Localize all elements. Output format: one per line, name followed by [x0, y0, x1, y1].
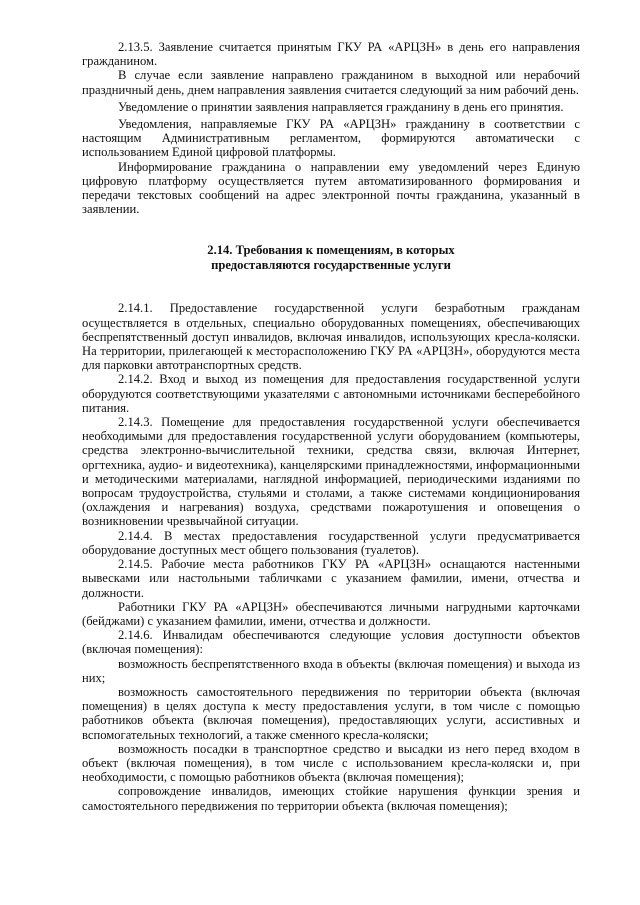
paragraph-informing-email: Информирование гражданина о направлении ему уведомлений через Единую цифровую платформу осуществляется путем автоматизированного формирования и передачи текстовых сообщений на адрес электронной почты гражданина, указанный в заявлении. [82, 159, 580, 217]
document-page [82, 40, 580, 813]
paragraph-2-14-6: 2.14.6. Инвалидам обеспечиваются следующие условия доступности объектов (включая помещения): [82, 628, 580, 657]
paragraph-2-14-2: 2.14.2. Вход и выход из помещения для предоставления государственной услуги оборудуются соответствующими указателями с автономными источниками бесперебойного питания. [82, 372, 580, 415]
paragraph-notifications-platform: Уведомления, направляемые ГКУ РА «АРЦЗН» гражданину в соответствии с настоящим Административным регламентом, формируются автоматически с использованием Единой цифровой платформы. [82, 117, 580, 160]
paragraph-2-13-5: 2.13.5. Заявление считается принятым ГКУ РА «АРЦЗН» в день его направления гражданином. [82, 40, 580, 69]
list-item-accompaniment: сопровождение инвалидов, имеющих стойкие нарушения функции зрения и самостоятельного передвижения по территории объекта (включая помещения); [82, 784, 580, 813]
list-item-entry-exit: возможность беспрепятственного входа в объекты (включая помещения) и выхода из них; [82, 656, 580, 685]
paragraph-badges: Работники ГКУ РА «АРЦЗН» обеспечиваются личными нагрудными карточками (бейджами) с указанием фамилии, имени, отчества и должности. [82, 599, 580, 628]
paragraph-weekend-rule: В случае если заявление направлено гражданином в выходной или нерабочий праздничный день, днем направления заявления считается следующий за ним рабочий день. [82, 68, 580, 97]
section-heading-2-14 [82, 243, 580, 273]
list-item-transport: возможность посадки в транспортное средство и высадки из него перед входом в объект (включая помещения), в том числе с использованием кресла-коляски и, при необходимости, с помощью работников объекта (включая помещения); [82, 741, 580, 785]
paragraph-2-14-1: 2.14.1. Предоставление государственной услуги безработным гражданам осуществляется в отдельных, специально оборудованных помещениях, обеспечивающих беспрепятственный доступ инвалидов, включая инвалидов, использующих кресла-коляски. На территории, прилегающей к месторасположению ГКУ РА «АРЦЗН», оборудуются места для парковки автотранспортных средств. [82, 301, 580, 373]
paragraph-notification-day: Уведомление о принятии заявления направляется гражданину в день его принятия. [118, 99, 564, 114]
paragraph-2-14-5: 2.14.5. Рабочие места работников ГКУ РА «АРЦЗН» оснащаются настенными вывесками или настольными табличками с указанием фамилии, имени, отчества и должности. [82, 557, 580, 600]
section-heading-line-1: 2.14. Требования к помещениям, в которых [207, 243, 455, 258]
paragraph-2-14-4: 2.14.4. В местах предоставления государственной услуги предусматривается оборудование доступных мест общего пользования (туалетов). [82, 528, 580, 557]
list-item-movement: возможность самостоятельного передвижения по территории объекта (включая помещения) в целях доступа к месту предоставления услуги, в том числе с помощью работников объекта (включая помещения), предоставляющих услуги, ассистивных и вспомогательных технологий, а также сменного кресла-коляски; [82, 684, 580, 742]
paragraph-2-14-3: 2.14.3. Помещение для предоставления государственной услуги обеспечивается необходимыми для предоставления государственной услуги оборудованием (компьютеры, средства электронно-вычислительной техники, средства связи, включая Интернет, оргтехника, аудио- и видеотехника), канцелярскими принадлежностями, информационными и методическими материалами, наглядной информацией, периодическими изданиями по вопросам трудоустройства, стульями и столами, а также системами кондиционирования (охлаждения и нагревания) воздуха, средствами пожаротушения и оповещения о возникновении чрезвычайной ситуации. [82, 415, 580, 529]
section-heading-line-2: предоставляются государственные услуги [211, 258, 451, 273]
